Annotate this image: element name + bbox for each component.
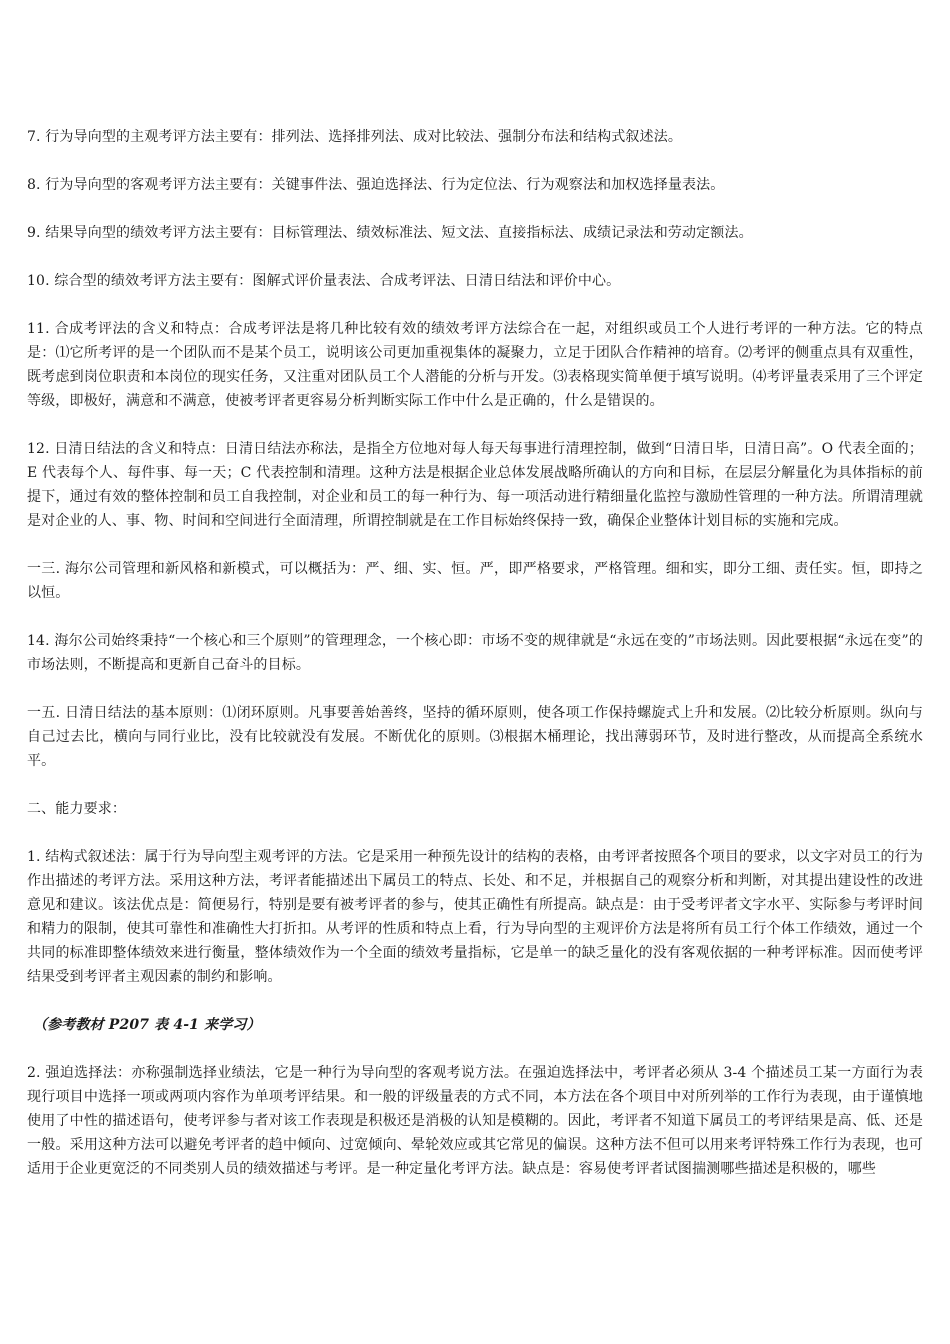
reference-note: （参考教材 P207 表 4-1 来学习） (33, 1017, 261, 1033)
section-heading-ability: 二、能力要求： (27, 801, 127, 817)
paragraph-item-7: 7. 行为导向型的主观考评方法主要有：排列法、选择排列法、成对比较法、强制分布法和结构式叙述法。 (27, 129, 683, 145)
paragraph-item-15: 一五. 日清日结法的基本原则：⑴闭环原则。凡事要善始善终，坚持的循环原则，使各项工作保持螺旋式上升和发展。⑵比较分析原则。纵向与自己过去比，横向与同行业比，没有比较就没有发展。不断优化的原则。⑶根据木桶理论，找出薄弱环节，及时进行整改，从而提高全系统水平。 (27, 705, 923, 769)
paragraph-forced-choice: 2. 强迫选择法：亦称强制选择业绩法，它是一种行为导向型的客观考说方法。在强迫选择法中，考评者必须从 3-4 个描述员工某一方面行为表现行项目中选择一项或两项内容作为单项考评结果。和一般的评级量表的方式不同，本方法在各个项目中对所列举的工作行为表现，由于谨慎地使用了中性的描述语句，使考评参与者对该工作表现是积极还是消极的认知是模糊的。因此，考评者不知道下属员工的考评结果是高、低、还是一般。采用这种方法可以避免考评者的趋中倾向、过宽倾向、晕轮效应或其它常见的偏误。这种方法不但可以用来考评特殊工作行为表现，也可适用于企业更宽泛的不同类别人员的绩效描述与考评。是一种定量化考评方法。缺点是：容易使考评者试图揣测哪些描述是积极的，哪些 (27, 1065, 923, 1177)
paragraph-item-11: 11. 合成考评法的含义和特点：合成考评法是将几种比较有效的绩效考评方法综合在一起，对组织或员工个人进行考评的一种方法。它的特点是：⑴它所考评的是一个团队而不是某个员工，说明该公司更加重视集体的凝聚力，立足于团队合作精神的培育。⑵考评的侧重点具有双重性，既考虑到岗位职责和本岗位的现实任务，又注重对团队员工个人潜能的分析与开发。⑶表格现实简单便于填写说明。⑷考评量表采用了三个评定等级，即极好，满意和不满意，使被考评者更容易分析判断实际工作中什么是正确的，什么是错误的。 (27, 321, 923, 409)
paragraph-item-12: 12. 日清日结法的含义和特点：日清日结法亦称法，是指全方位地对每人每天每事进行清理控制，做到“日清日毕，日清日高”。O 代表全面的；E 代表每个人、每件事、每一天；C 代表控制和清理。这种方法是根据企业总体发展战略所确认的方向和目标，在层层分解量化为具体指标的前提下，通过有效的整体控制和员工自我控制，对企业和员工的每一种行为、每一项活动进行精细量化监控与激励性管理的一种方法。所谓清理就是对企业的人、事、物、时间和空间进行全面清理，所谓控制就是在工作目标始终保持一致，确保企业整体计划目标的实施和完成。 (27, 441, 923, 529)
paragraph-item-14: 14. 海尔公司始终秉持“一个核心和三个原则”的管理理念，一个核心即：市场不变的规律就是“永远在变的”市场法则。因此要根据“永远在变”的市场法则，不断提高和更新自己奋斗的目标。 (27, 633, 923, 673)
document-body (27, 125, 923, 1205)
paragraph-item-8: 8. 行为导向型的客观考评方法主要有：关键事件法、强迫选择法、行为定位法、行为观察法和加权选择量表法。 (27, 177, 725, 193)
paragraph-item-9: 9. 结果导向型的绩效考评方法主要有：目标管理法、绩效标准法、短文法、直接指标法、成绩记录法和劳动定额法。 (27, 225, 753, 241)
paragraph-item-13: 一三. 海尔公司管理和新风格和新模式，可以概括为：严、细、实、恒。严，即严格要求，严格管理。细和实，即分工细、责任实。恒，即持之以恒。 (27, 561, 923, 601)
paragraph-structured-narrative: 1. 结构式叙述法：属于行为导向型主观考评的方法。它是采用一种预先设计的结构的表格，由考评者按照各个项目的要求，以文字对员工的行为作出描述的考评方法。采用这种方法，考评者能描述出下属员工的特点、长处、和不足，并根据自己的观察分析和判断，对其提出建设性的改进意见和建议。该法优点是：简便易行，特别是要有被考评者的参与，使其正确性有所提高。缺点是：由于受考评者文字水平、实际参与考评时间和精力的限制，使其可靠性和准确性大打折扣。从考评的性质和特点上看，行为导向型的主观评价方法是将所有员工行个体工作绩效，通过一个共同的标准即整体绩效来进行衡量，整体绩效作为一个全面的绩效考量指标，它是单一的缺乏量化的没有客观依据的一种考评标准。因而使考评结果受到考评者主观因素的制约和影响。 (27, 849, 923, 985)
paragraph-item-10: 10. 综合型的绩效考评方法主要有：图解式评价量表法、合成考评法、日清日结法和评价中心。 (27, 273, 621, 289)
